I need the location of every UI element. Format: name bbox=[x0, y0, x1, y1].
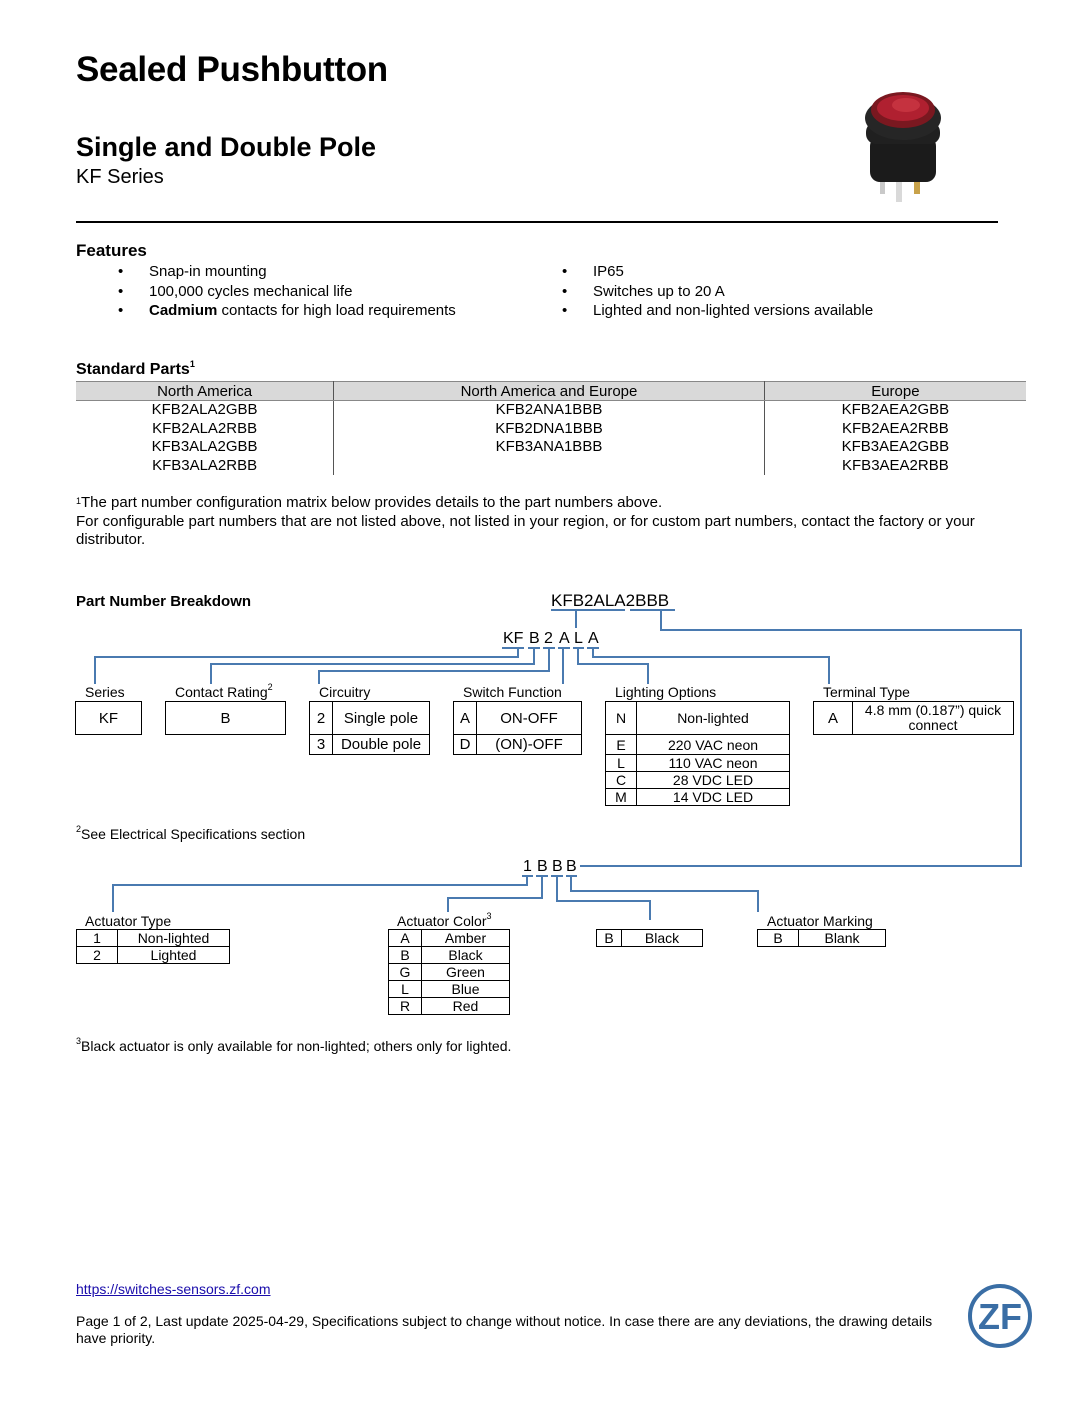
label-actuator-type: Actuator Type bbox=[85, 913, 172, 929]
features-list-left bbox=[76, 262, 456, 321]
header-divider bbox=[76, 221, 998, 223]
standard-parts-title: Standard Parts$^1$ bbox=[76, 359, 195, 378]
bullet-icon: • bbox=[118, 282, 124, 300]
column-header: North America and Europe bbox=[334, 382, 765, 401]
table-row: G Green bbox=[389, 964, 510, 981]
label-terminal-type: Terminal Type bbox=[823, 684, 910, 700]
zf-logo bbox=[967, 1283, 1033, 1349]
zf-logo-icon bbox=[967, 1283, 1033, 1349]
table-row: M 14 VDC LED bbox=[606, 789, 790, 806]
feature-item: • Snap-in mounting bbox=[118, 263, 267, 280]
code-actuator-type: 1 bbox=[523, 858, 532, 875]
label-circuitry: Circuitry bbox=[319, 684, 371, 700]
table-row: A Amber bbox=[389, 930, 510, 947]
table-row: KFB3ALA2RBB KFB3AEA2RBB bbox=[76, 457, 1026, 476]
feature-item: • IP65 bbox=[562, 263, 624, 280]
table-row: 1 Non-lighted bbox=[77, 930, 230, 947]
label-series: Series bbox=[85, 684, 125, 700]
features-list-right bbox=[520, 262, 873, 321]
terminal-type-table bbox=[813, 701, 1014, 735]
table-row: R Red bbox=[389, 998, 510, 1015]
label-actuator-marking: Actuator Marking bbox=[767, 913, 873, 929]
bullet-icon: • bbox=[562, 282, 568, 300]
footnote-2: $^2$See Electrical Specifications section bbox=[76, 824, 306, 842]
bullet-icon: • bbox=[562, 263, 568, 280]
table-row: E 220 VAC neon bbox=[606, 735, 790, 755]
feature-item: • 100,000 cycles mechanical life bbox=[118, 282, 353, 300]
table-row: 2 Lighted bbox=[77, 947, 230, 964]
table-row: 3 Double pole bbox=[310, 735, 430, 755]
breakdown-title: Part Number Breakdown bbox=[76, 593, 252, 610]
feature-item: • Switches up to 20 A bbox=[562, 282, 725, 300]
code-actuator-color: B bbox=[537, 858, 548, 875]
footnote-1: $^1$The part number configuration matrix below provides details to the part numbers above. For configurable part numbers that are not listed above, not listed in your region, or for custom part numbers, contact the factory or your distributor. bbox=[76, 494, 975, 548]
actuator-marking-table bbox=[757, 929, 886, 947]
label-actuator-color: Actuator Color$^3$ bbox=[397, 911, 492, 929]
table-row: KFB2ALA2GBB KFB2ANA1BBB KFB2AEA2GBB bbox=[76, 401, 1026, 420]
code-circuitry: 2 bbox=[544, 630, 553, 647]
lighting-options-table bbox=[605, 701, 790, 806]
actuator-type-table bbox=[76, 929, 230, 964]
series-name: KF Series bbox=[76, 166, 164, 188]
table-row: KFB3ALA2GBB KFB3ANA1BBB KFB3AEA2GBB bbox=[76, 438, 1026, 457]
actuator-color-table bbox=[388, 929, 510, 1015]
series-box: KF bbox=[75, 701, 142, 735]
product-image bbox=[858, 88, 948, 206]
website-link[interactable]: https://switches-sensors.zf.com bbox=[76, 1281, 271, 1297]
table-row: 2 Single pole bbox=[310, 702, 430, 735]
feature-item: • Lighted and non-lighted versions available bbox=[562, 302, 874, 319]
code-series: KF bbox=[503, 630, 524, 647]
table-row: B Black bbox=[597, 930, 703, 947]
label-switch-function: Switch Function bbox=[463, 684, 562, 700]
code-lighting: L bbox=[574, 630, 583, 647]
standard-parts-table bbox=[76, 381, 1026, 475]
label-lighting-options: Lighting Options bbox=[615, 684, 717, 700]
table-header-row bbox=[76, 382, 1026, 401]
table-row: A ON-OFF bbox=[454, 702, 582, 735]
full-part-number: KFB2ALA2BBB bbox=[551, 591, 670, 610]
table-row: B Blank bbox=[758, 930, 886, 947]
code-lens-color: B bbox=[552, 858, 563, 875]
table-row: A 4.8 mm (0.187”) quick connect bbox=[814, 702, 1014, 735]
page-title: Sealed Pushbutton bbox=[76, 50, 388, 89]
table-row: L Blue bbox=[389, 981, 510, 998]
table-row: D (ON)-OFF bbox=[454, 735, 582, 755]
contact-rating-box: B bbox=[165, 701, 286, 735]
column-header: North America bbox=[76, 382, 334, 401]
bullet-icon: • bbox=[562, 302, 568, 319]
table-row: B Black bbox=[389, 947, 510, 964]
code-actuator-marking: B bbox=[566, 858, 577, 875]
code-switch-function: A bbox=[559, 630, 570, 647]
column-header: Europe bbox=[764, 382, 1026, 401]
pushbutton-photo-icon bbox=[858, 88, 948, 206]
bullet-icon: • bbox=[118, 302, 124, 319]
table-row: N Non-lighted bbox=[606, 702, 790, 735]
footer-text: Page 1 of 2, Last update 2025-04-29, Specifications subject to change without notice. In case there are any deviations, the drawing details have priority. bbox=[76, 1313, 933, 1346]
lens-color-table bbox=[596, 929, 703, 947]
footnote-3: $^3$Black actuator is only available for non-lighted; others only for lighted. bbox=[76, 1036, 512, 1054]
svg-text:ZF: ZF bbox=[978, 1296, 1022, 1337]
table-row: KFB2ALA2RBB KFB2DNA1BBB KFB2AEA2RBB bbox=[76, 420, 1026, 439]
page-subtitle: Single and Double Pole bbox=[76, 132, 377, 162]
code-terminal: A bbox=[588, 630, 599, 647]
circuitry-table bbox=[309, 701, 430, 755]
feature-item: • Cadmium contacts for high load requirements bbox=[118, 302, 456, 319]
label-contact-rating: Contact Rating$^2$ bbox=[175, 682, 273, 700]
code-contact-rating: B bbox=[529, 630, 540, 647]
table-row: L 110 VAC neon bbox=[606, 755, 790, 772]
switch-function-table bbox=[453, 701, 582, 755]
table-row: C 28 VDC LED bbox=[606, 772, 790, 789]
bullet-icon: • bbox=[118, 263, 124, 280]
features-title: Features bbox=[76, 241, 147, 260]
